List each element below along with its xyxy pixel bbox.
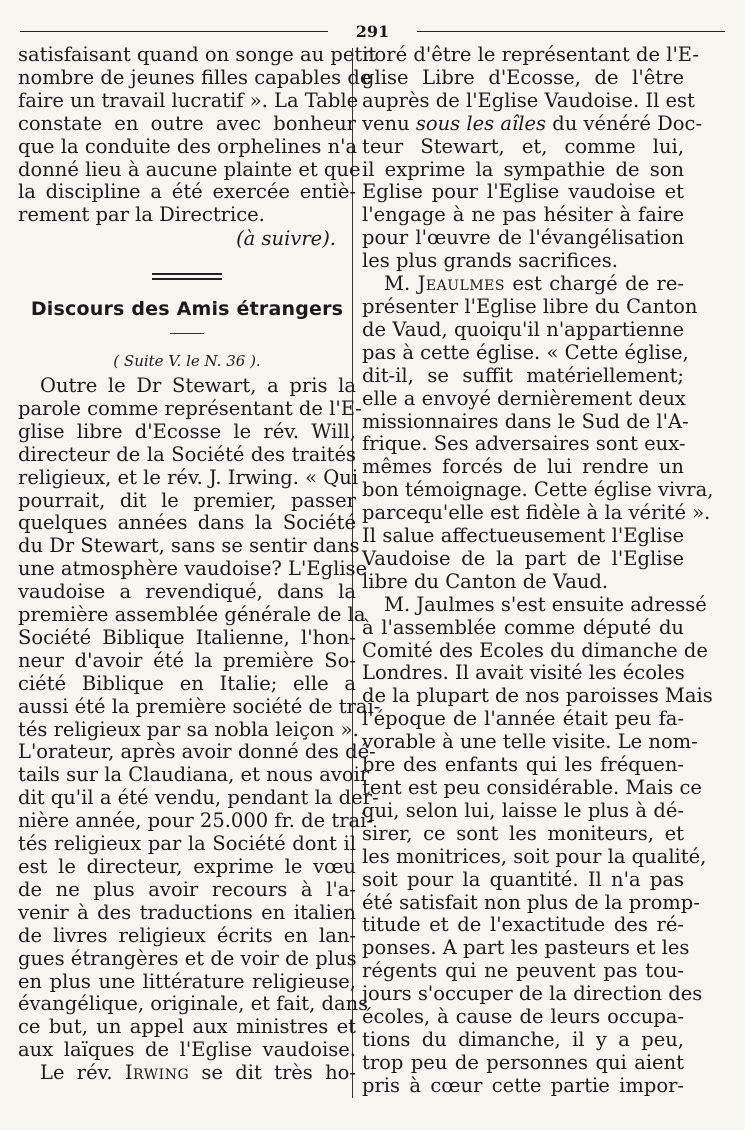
article-line: Vaudoise de la part de l'Eglise bbox=[362, 546, 684, 570]
article-line: pourrait, dit le premier, passer bbox=[18, 488, 356, 512]
paragraph-3 bbox=[362, 592, 713, 1098]
article-line: glise Libre d'Ecosse, de l'être bbox=[362, 65, 684, 89]
article-line: neur d'avoir été la première So- bbox=[18, 648, 356, 672]
article-line: de la plupart de nos paroisses Mais bbox=[362, 684, 713, 708]
article-line bbox=[362, 273, 684, 296]
article-line: Il salue affectueusement l'Eglise bbox=[362, 524, 684, 548]
article-line: pas à cette église. « Cette église, bbox=[362, 340, 689, 364]
article-line: tails sur la Claudiana, et nous avoir bbox=[18, 763, 370, 787]
speaker-name: Jeaulmes bbox=[417, 272, 505, 296]
article-line: l'époque de l'année était peu fa- bbox=[362, 707, 684, 731]
article-line: dit qu'il a été vendu, pendant la der- bbox=[18, 786, 379, 810]
article-line: première assemblée générale de la bbox=[18, 603, 366, 627]
article-line: bre des enfants qui les fréquen- bbox=[362, 753, 684, 777]
article-line: donné lieu à aucune plainte et que bbox=[18, 157, 361, 181]
article-line: vaudoise a revendiqué, dans la bbox=[18, 580, 356, 604]
article-line: quelques années dans la Société bbox=[18, 511, 356, 535]
article-line: aux laïques de l'Eglise vaudoise. bbox=[18, 1038, 356, 1062]
text-fragment: du vénéré Doc- bbox=[546, 111, 703, 135]
article-line: les monitrices, soit pour la qualité, bbox=[362, 844, 707, 868]
section-separator bbox=[152, 273, 222, 280]
article-line: soit pour la quantité. Il n'a pas bbox=[362, 867, 684, 891]
paragraph-1-cont bbox=[362, 136, 684, 273]
article-line: elle a envoyé dernièrement deux bbox=[362, 386, 686, 410]
article-line: directeur de la Société des traités bbox=[18, 442, 356, 466]
text-fragment: se dit très ho- bbox=[189, 1061, 356, 1085]
article-line: été satisfait non plus de la promp- bbox=[362, 890, 700, 914]
article-line: qui, selon lui, laisse le plus à dé- bbox=[362, 798, 684, 822]
continued-article bbox=[18, 43, 377, 227]
article-line: présenter l'Eglise libre du Canton bbox=[362, 294, 698, 318]
article-line: pour l'œuvre de l'évangélisation bbox=[362, 226, 684, 250]
article-line: écoles, à cause de leurs occupa- bbox=[362, 1005, 684, 1029]
header-rule-right bbox=[417, 31, 725, 32]
article-line: est le directeur, exprime le vœu bbox=[18, 855, 356, 878]
article-line: Société Biblique Italienne, l'hon- bbox=[18, 625, 356, 649]
article-line: noré d'être le représentant de l'E- bbox=[362, 43, 699, 66]
article-line: dit-il, se suffit matériellement; bbox=[362, 363, 684, 387]
article-line: tés religieux par la Société dont il bbox=[18, 832, 356, 856]
article-line: parole comme représentant de l'E- bbox=[18, 396, 362, 420]
article-line: nombre de jeunes filles capables de bbox=[18, 65, 372, 89]
article-line: trop peu de personnes qui aient bbox=[362, 1050, 684, 1074]
article-line: évangélique, originale, et fait, dans bbox=[18, 992, 369, 1016]
article-line: titude et de l'exactitude des ré- bbox=[362, 913, 684, 937]
article-line: constate en outre avec bonheur bbox=[18, 111, 356, 135]
article-body bbox=[18, 373, 381, 1062]
article-line: venir à des traductions en italien bbox=[18, 900, 356, 924]
article-line: rement par la Directrice. bbox=[18, 203, 265, 227]
article-line: il exprime la sympathie de son bbox=[362, 157, 684, 181]
article-line: faire un travail lucratif ». La Table bbox=[18, 88, 359, 112]
to-be-continued: (à suivre). bbox=[236, 227, 336, 251]
speaker-name: Irwing bbox=[124, 1061, 190, 1085]
text-fragment: M. bbox=[384, 272, 418, 296]
article-line: bon témoignage. Cette église vivra, bbox=[362, 478, 714, 502]
article-line: teur Stewart, et, comme lui, bbox=[362, 134, 684, 158]
article-line: les plus grands sacrifices. bbox=[362, 249, 618, 273]
article-line: à l'assemblée comme député du bbox=[362, 615, 684, 639]
text-fragment: est chargé de re- bbox=[504, 272, 684, 296]
article-line: parcequ'elle est fidèle à la vérité ». bbox=[362, 501, 711, 525]
article-line: ce but, un appel aux ministres et bbox=[18, 1015, 356, 1039]
section-title: Discours des Amis étrangers bbox=[30, 298, 344, 321]
article-line: jours s'occuper de la direction des bbox=[362, 982, 703, 1006]
article-line: mêmes forcés de lui rendre un bbox=[362, 455, 684, 479]
article-line: régents qui ne peuvent pas tou- bbox=[362, 959, 684, 983]
text-fragment: Le rév. bbox=[40, 1061, 125, 1085]
article-line: ciété Biblique en Italie; elle a bbox=[18, 671, 356, 695]
article-line bbox=[18, 1062, 356, 1085]
article-line: M. Jaulmes s'est ensuite adressé bbox=[384, 592, 707, 616]
article-line: nière année, pour 25.000 fr. de trai- bbox=[18, 809, 373, 833]
article-line: satisfaisant quand on songe au petit bbox=[18, 43, 377, 66]
article-line: en plus une littérature religieuse, bbox=[18, 969, 356, 993]
article-line: que la conduite des orphelines n'a bbox=[18, 134, 358, 158]
article-line: Outre le Dr Stewart, a pris la bbox=[40, 373, 356, 397]
article-line: L'orateur, après avoir donné des dé- bbox=[18, 740, 376, 764]
paragraph-1 bbox=[362, 43, 699, 113]
italic-phrase: sous les aîles bbox=[415, 111, 547, 135]
article-line: Londres. Il avait visité les écoles bbox=[362, 661, 685, 685]
series-reference: ( Suite V. le N. 36 ). bbox=[113, 352, 261, 371]
article-line: frique. Ses adversaires sont eux- bbox=[362, 432, 686, 456]
article-line bbox=[362, 111, 703, 136]
article-line: Eglise pour l'Eglise vaudoise et bbox=[362, 180, 684, 204]
article-line: tions du dimanche, il y a peu, bbox=[362, 1027, 684, 1051]
article-line: religieux, et le rév. J. Irwing. « Qui bbox=[18, 465, 359, 489]
page-number: 291 bbox=[355, 22, 390, 41]
article-line: libre du Canton de Vaud. bbox=[362, 569, 609, 593]
article-line: gues étrangères et de voir de plus bbox=[18, 946, 357, 970]
article-line: auprès de l'Eglise Vaudoise. Il est bbox=[362, 88, 695, 112]
paragraph-2 bbox=[362, 294, 714, 594]
article-line: ponses. A part les pasteurs et les bbox=[362, 936, 690, 960]
article-line: de livres religieux écrits en lan- bbox=[18, 923, 356, 947]
article-line: vorable à une telle visite. Le nom- bbox=[362, 730, 698, 754]
article-line: une atmosphère vaudoise? L'Eglise bbox=[18, 557, 368, 581]
right-column bbox=[362, 43, 714, 1098]
article-line: missionnaires dans le Sud de l'A- bbox=[362, 409, 689, 433]
article-line: Comité des Ecoles du dimanche de bbox=[362, 638, 708, 662]
article-line: glise libre d'Ecosse le rév. Will, bbox=[18, 419, 356, 443]
page-header bbox=[20, 22, 725, 41]
article-line: aussi été la première société de trai- bbox=[18, 694, 381, 718]
article-line: de Vaud, quoiqu'il n'appartienne bbox=[362, 317, 684, 341]
article-line: tent est peu considérable. Mais ce bbox=[362, 776, 702, 799]
article-line: de ne plus avoir recours à l'a- bbox=[18, 877, 356, 901]
article-line: du Dr Stewart, sans se sentir dans bbox=[18, 534, 360, 558]
article-line: l'engage à ne pas hésiter à faire bbox=[362, 203, 684, 227]
article-line: tés religieux par sa nobla leiçon ». bbox=[18, 717, 359, 741]
article-line: pris à cœur cette partie impor- bbox=[362, 1073, 684, 1097]
title-rule bbox=[170, 333, 204, 334]
article-line: la discipline a été exercée entiè- bbox=[18, 180, 356, 204]
article-line: sirer, ce sont les moniteurs, et bbox=[362, 821, 684, 845]
text-fragment: venu bbox=[362, 111, 416, 135]
left-column bbox=[18, 43, 381, 1085]
